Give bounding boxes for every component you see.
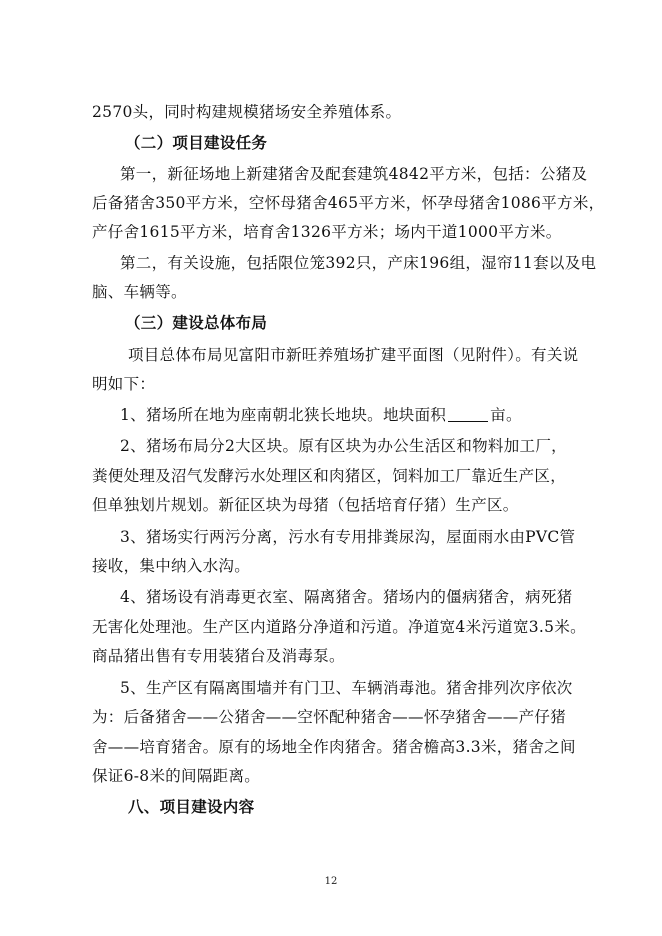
paragraph-line: 保证6-8米的间隔距离。 [92, 767, 261, 785]
paragraph-line: 5、生产区有隔离围墙并有门卫、车辆消毒池。猪舍排列次序依次 [120, 679, 573, 697]
paragraph-line: 脑、车辆等。 [92, 283, 187, 301]
paragraph-line: 但单独划片规划。新征区块为母猪（包括培育仔猪）生产区。 [92, 496, 519, 514]
paragraph-line: 粪便处理及沼气发酵污水处理区和肉猪区，饲料加工厂靠近生产区， [92, 467, 567, 485]
paragraph-line: 明如下： [92, 375, 156, 393]
section-heading-contents: 八、项目建设内容 [128, 798, 255, 816]
area-unit: 亩。 [490, 406, 522, 424]
section-heading-layout: （三）建设总体布局 [125, 314, 268, 332]
paragraph-line: 接收，集中纳入水沟。 [92, 557, 251, 575]
paragraph-line: 3、猪场实行两污分离，污水有专用排粪尿沟，屋面雨水由PVC管 [120, 528, 576, 546]
paragraph-line: 为：后备猪舍——公猪舍——空怀配种猪舍——怀孕猪舍——产仔猪 [92, 708, 567, 726]
paragraph-line: 2、猪场布局分2大区块。原有区块为办公生活区和物料加工厂， [120, 437, 567, 455]
area-text: 1、猪场所在地为座南朝北狭长地块。地块面积 [120, 406, 447, 424]
paragraph-line: 舍——培育猪舍。原有的场地全作肉猪舍。猪舍檐高3.3米，猪舍之间 [92, 738, 576, 756]
paragraph-line: 后备猪舍350平方米，空怀母猪舍465平方米，怀孕母猪舍1086平方米， [92, 194, 605, 212]
paragraph-line: 产仔舍1615平方米，培育舍1326平方米；场内干道1000平方米。 [92, 223, 562, 241]
paragraph-line: 2570头，同时构建规模猪场安全养殖体系。 [92, 103, 402, 121]
paragraph-line: 无害化处理池。生产区内道路分净道和污道。净道宽4米污道宽3.5米。 [92, 618, 586, 636]
page-number: 12 [324, 876, 338, 887]
paragraph-line: 项目总体布局见富阳市新旺养殖场扩建平面图（见附件）。有关说 [128, 346, 579, 364]
paragraph-line-area [120, 405, 522, 425]
paragraph-line: 第二，有关设施，包括限位笼392只，产床196组，湿帘11套以及电 [120, 254, 597, 272]
blank-underline [448, 407, 488, 422]
paragraph-line: 商品猪出售有专用装猪台及消毒泵。 [92, 647, 345, 665]
paragraph-line: 第一，新征场地上新建猪舍及配套建筑4842平方米，包括：公猪及 [120, 165, 588, 183]
section-heading-tasks: （二）项目建设任务 [125, 134, 268, 152]
paragraph-line: 4、猪场设有消毒更衣室、隔离猪舍。猪场内的僵病猪舍，病死猪 [120, 588, 573, 606]
